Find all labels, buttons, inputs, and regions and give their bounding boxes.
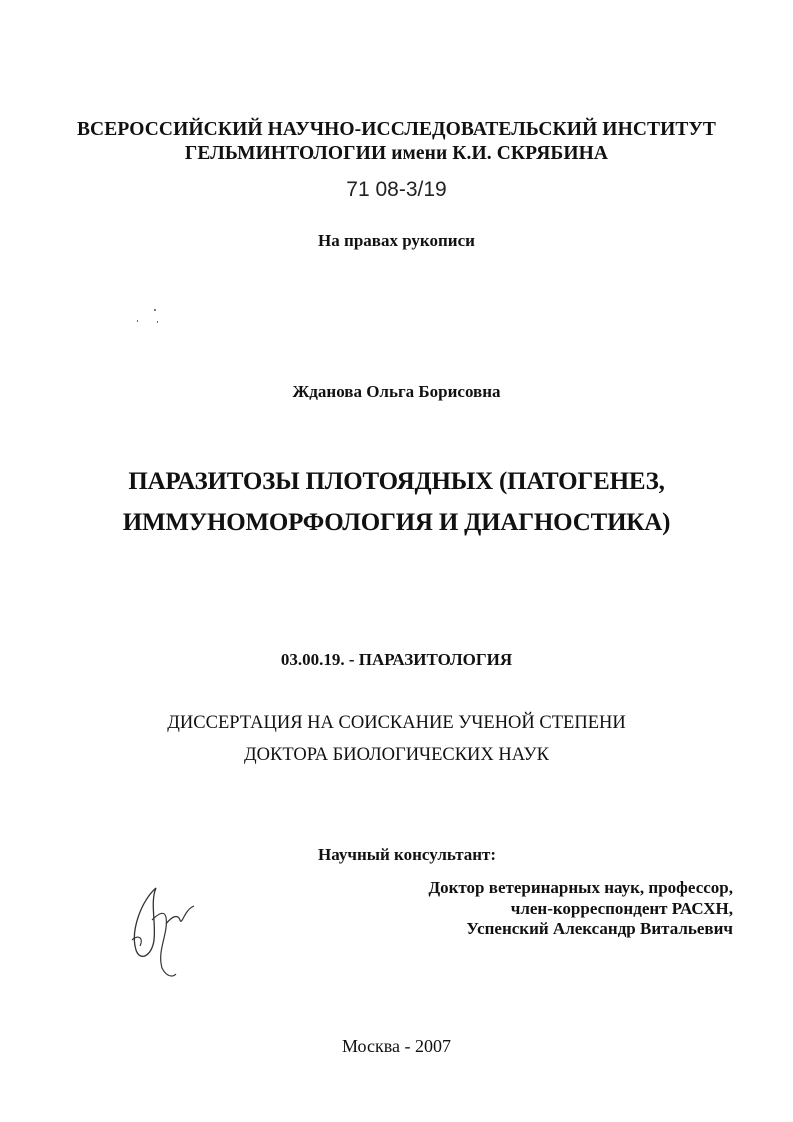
signature-stroke <box>152 913 176 976</box>
consultant-membership: член-корреспондент РАСХН, <box>510 899 733 918</box>
institute-name-line-2: ГЕЛЬМИНТОЛОГИИ имени К.И. СКРЯБИНА <box>184 143 609 164</box>
consultant-heading: Научный консультант: <box>318 845 497 864</box>
signature-flourish <box>132 937 141 946</box>
dissertation-degree-line-2: ДОКТОРА БИОЛОГИЧЕСКИХ НАУК <box>244 745 549 765</box>
consultant-name: Успенский Александр Витальевич <box>466 919 733 938</box>
scan-speck <box>154 309 156 311</box>
scan-speck <box>137 320 138 322</box>
institute-name-line-1: ВСЕРОССИЙСКИЙ НАУЧНО-ИССЛЕДОВАТЕЛЬСКИЙ ИНСТИТУТ <box>76 119 717 140</box>
dissertation-title-line-1: ПАРАЗИТОЗЫ ПЛОТОЯДНЫХ (ПАТОГЕНЕЗ, <box>128 468 665 495</box>
signature-loop <box>134 888 156 956</box>
author-name: Жданова Ольга Борисовна <box>292 382 501 401</box>
manuscript-rights-note: На правах рукописи <box>318 231 475 250</box>
consultant-degree: Доктор ветеринарных наук, профессор, <box>428 878 733 897</box>
catalog-code: 71 08-3/19 <box>346 178 447 201</box>
dissertation-title-line-2: ИММУНОМОРФОЛОГИЯ И ДИАГНОСТИКА) <box>122 509 671 536</box>
specialty-code: 03.00.19. - ПАРАЗИТОЛОГИЯ <box>280 650 513 669</box>
signature-tail <box>166 906 194 924</box>
city-and-year: Москва - 2007 <box>342 1036 451 1056</box>
dissertation-degree-line-1: ДИССЕРТАЦИЯ НА СОИСКАНИЕ УЧЕНОЙ СТЕПЕНИ <box>167 713 626 733</box>
scan-speck <box>157 321 158 323</box>
handwritten-signature <box>122 880 212 980</box>
